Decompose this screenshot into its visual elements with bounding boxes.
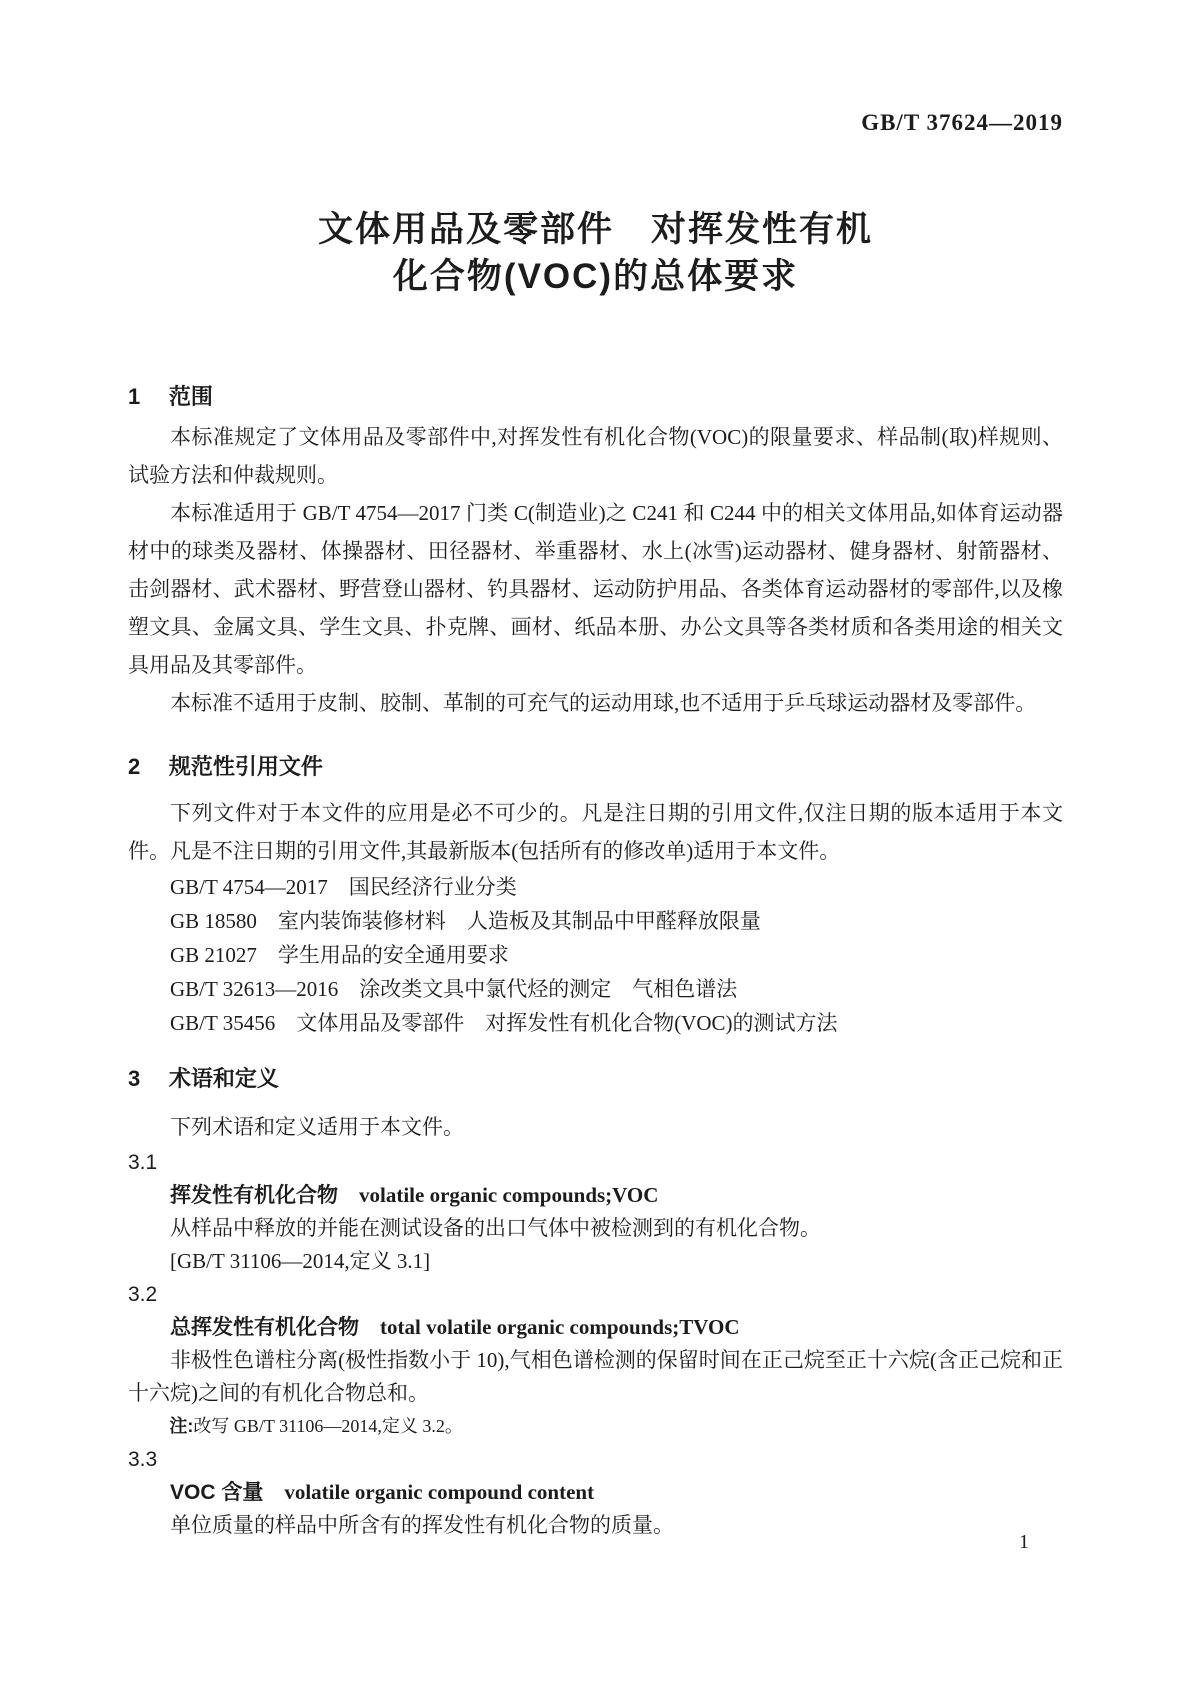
term-heading (128, 1179, 1063, 1212)
term-name-en: total volatile organic compounds;TVOC (380, 1315, 740, 1339)
section-1-title: 范围 (168, 384, 213, 409)
section-3-heading (128, 1064, 1063, 1094)
section-3-title: 术语和定义 (168, 1066, 279, 1091)
term-definition: 非极性色谱柱分离(极性指数小于 10),气相色谱检测的保留时间在正己烷至正十六烷(含正己烷和正十六烷)之间的有机化合物总和。 (128, 1348, 1063, 1405)
reference-item: GB/T 4754—2017 国民经济行业分类 (170, 875, 517, 899)
section-1-heading (128, 382, 1063, 412)
scope-paragraph-1: 本标准规定了文体用品及零部件中,对挥发性有机化合物(VOC)的限量要求、样品制(取)样规则、试验方法和仲裁规则。 (128, 425, 1063, 487)
note-text: 改写 GB/T 31106—2014,定义 3.2。 (193, 1416, 463, 1436)
term-number: 3.2 (128, 1283, 158, 1306)
term-name-zh: 挥发性有机化合物 (170, 1184, 338, 1207)
term-heading (128, 1311, 1063, 1344)
term-heading (128, 1476, 1063, 1509)
terms-intro: 下列术语和定义适用于本文件。 (170, 1115, 464, 1139)
term-note (128, 1410, 1063, 1443)
term-name-en: volatile organic compounds;VOC (359, 1183, 659, 1207)
document-title (128, 206, 1063, 300)
references-intro: 下列文件对于本文件的应用是必不可少的。凡是注日期的引用文件,仅注日期的版本适用于本文件。凡是不注日期的引用文件,其最新版本(包括所有的修改单)适用于本文件。 (128, 801, 1063, 863)
term-name-en: volatile organic compound content (284, 1480, 595, 1504)
scope-paragraph-2: 本标准适用于 GB/T 4754—2017 门类 C(制造业)之 C241 和 C244 中的相关文体用品,如体育运动器材中的球类及器材、体操器材、田径器材、举重器材、水上(冰雪)运动器材、健身器材、射箭器材、击剑器材、武术器材、野营登山器材、钓具器材、运动防护用品、各类体育运动器材的零部件,以及橡塑文具、金属文具、学生文具、扑克牌、画材、纸品本册、办公文具等各类材质和各类用途的相关文具用品及其零部件。 (128, 501, 1063, 677)
document-title-line2: 化合物(VOC)的总体要求 (392, 257, 799, 296)
term-number: 3.1 (128, 1151, 158, 1174)
section-2-number: 2 (128, 754, 141, 779)
document-title-line1: 文体用品及零部件 对挥发性有机 (317, 210, 873, 249)
section-2-title: 规范性引用文件 (168, 754, 323, 779)
reference-item: GB/T 35456 文体用品及零部件 对挥发性有机化合物(VOC)的测试方法 (170, 1011, 838, 1035)
page-number: 1 (1019, 1531, 1029, 1553)
section-3-number: 3 (128, 1066, 141, 1091)
term-entry (128, 1443, 1063, 1542)
term-number: 3.3 (128, 1448, 158, 1471)
scope-paragraph-3: 本标准不适用于皮制、胶制、革制的可充气的运动用球,也不适用于乒乓球运动器材及零部件。 (170, 691, 1037, 715)
reference-item: GB 21027 学生用品的安全通用要求 (170, 943, 509, 967)
term-definition: 单位质量的样品中所含有的挥发性有机化合物的质量。 (170, 1513, 674, 1537)
standard-code: GB/T 37624—2019 (861, 110, 1063, 135)
references-list (128, 870, 1063, 1040)
terms-list (128, 1146, 1063, 1542)
term-definition: 从样品中释放的并能在测试设备的出口气体中被检测到的有机化合物。 (170, 1216, 821, 1240)
page-content (128, 0, 1063, 1542)
section-2-heading (128, 752, 1063, 782)
note-label: 注: (169, 1416, 194, 1436)
term-name-zh: 总挥发性有机化合物 (170, 1316, 359, 1339)
term-entry (128, 1146, 1063, 1278)
section-1-number: 1 (128, 384, 141, 409)
reference-item: GB/T 32613—2016 涂改类文具中氯代烃的测定 气相色谱法 (170, 977, 738, 1001)
term-source: [GB/T 31106—2014,定义 3.1] (170, 1249, 431, 1273)
term-name-zh: VOC 含量 (170, 1481, 264, 1504)
term-entry (128, 1278, 1063, 1443)
reference-item: GB 18580 室内装饰装修材料 人造板及其制品中甲醛释放限量 (170, 909, 761, 933)
